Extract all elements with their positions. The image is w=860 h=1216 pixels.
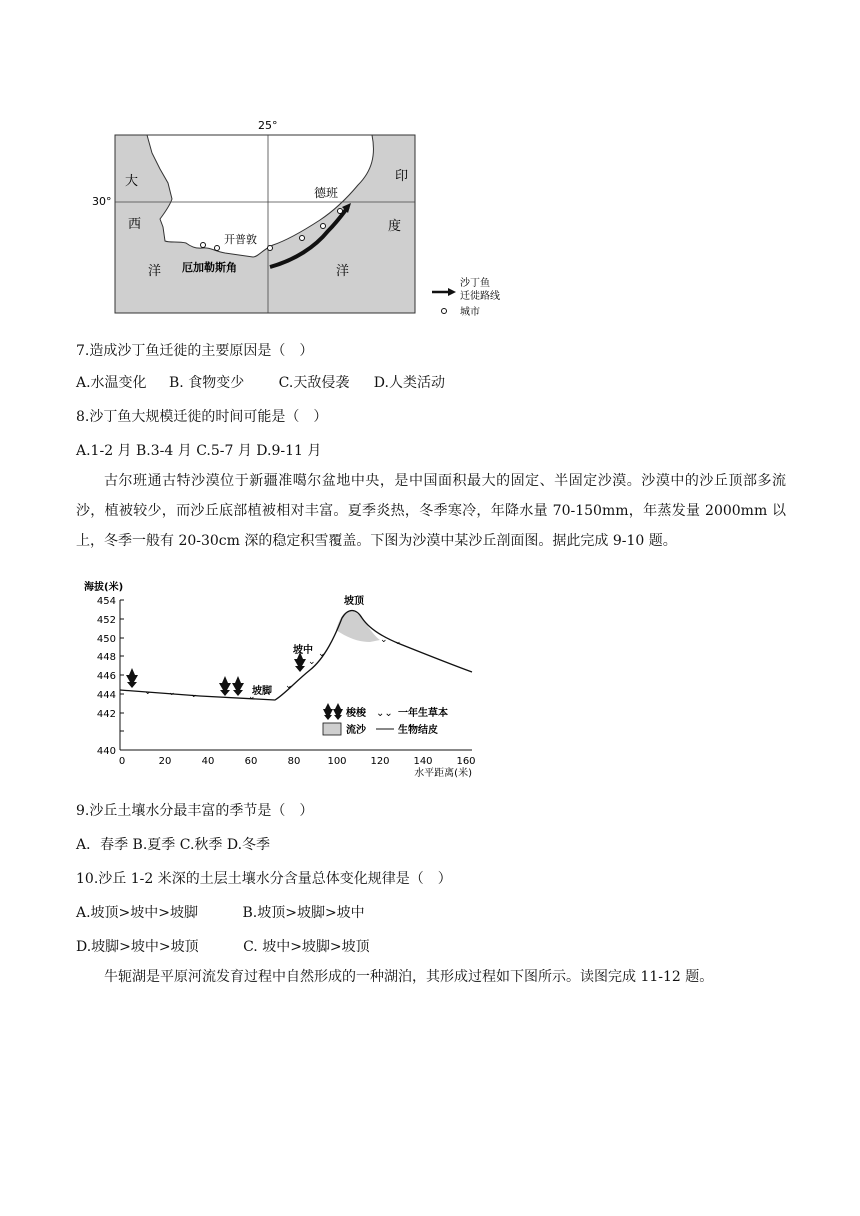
q7-option-a: A.水温变化 [76,375,147,391]
question-9-options: A．春季 B.夏季 C.秋季 D.冬季 [76,837,271,853]
ytick-448: 448 [96,652,116,663]
xtick-0: 0 [118,756,126,767]
sardine-migration-map [90,115,530,325]
question-10: 10.沙丘 1-2 米深的土层土壤水分含量总体变化规律是（ ） [76,871,452,887]
q10-option-b: B.坡顶>坡脚>坡中 [242,905,365,921]
xtick-40: 40 [201,756,215,767]
xtick-120: 120 [370,756,390,767]
svg-text:⌄: ⌄ [285,681,293,691]
shifting-sand-area [336,611,380,642]
question-7-options [76,372,455,392]
question-8: 8.沙丁鱼大规模迁徙的时间可能是（ ） [76,409,328,425]
question-8-options: A.1-2 月 B.3-4 月 C.5-7 月 D.9-11 月 [76,443,322,459]
profile-ylabel: 海拔(米) [84,582,124,593]
q10-option-c: C. 坡中>坡脚>坡顶 [243,939,370,955]
svg-text:⌄: ⌄ [248,692,256,702]
ytick-444: 444 [96,690,116,701]
city-durban-label: 德班 [314,186,339,200]
svg-text:⌄: ⌄ [394,637,402,647]
city-marker [268,246,273,251]
profile-xlabel: 水平距离(米) [414,768,472,778]
legend-route-label-2: 迁徙路线 [460,291,500,302]
city-marker [215,246,220,251]
ytick-446: 446 [96,671,116,682]
xtick-140: 140 [413,756,433,767]
city-marker [300,236,305,241]
legend-city-marker [442,309,447,314]
passage-gurbantunggut: 古尔班通古特沙漠位于新疆准噶尔盆地中央，是中国面积最大的固定、半固定沙漠。沙漠中的沙丘顶部多流沙，植被较少，而沙丘底部植被相对丰富。夏季炎热，冬季寒冷，年降水量 70-150mm，年蒸发量 2000mm 以上，冬季一般有 20-30cm 深的稳定积雪覆盖。下图为沙漠中某沙丘剖面图。据此完成 9-10 题。 [76,473,786,549]
label-dune-top: 坡顶 [344,596,364,607]
svg-text:⌄: ⌄ [308,657,316,667]
ytick-452: 452 [96,615,116,626]
legend-annual-label: 一年生草本 [398,708,448,719]
city-capetown-marker [201,243,206,248]
profile-legend [323,703,448,736]
ocean-west-char-2: 西 [128,217,142,232]
saxaul-group [126,652,306,696]
dune-profile-chart [80,578,480,778]
xtick-60: 60 [244,756,258,767]
question-7: 7.造成沙丁鱼迁徙的主要原因是（ ） [76,343,314,359]
svg-text:⌄: ⌄ [380,635,388,645]
city-marker [321,224,326,229]
cape-agulhas-label: 厄加勒斯角 [182,261,237,274]
ytick-442: 442 [96,709,116,720]
legend-saxaul-label: 梭梭 [346,708,366,719]
ocean-east-char-2: 度 [388,219,402,234]
ytick-440: 440 [96,746,116,757]
question-10-options-row1 [76,902,365,922]
legend-city-label: 城市 [460,307,480,318]
question-9: 9.沙丘土壤水分最丰富的季节是（ ） [76,803,314,819]
svg-text:⌄: ⌄ [144,687,152,697]
legend-sand-label: 流沙 [346,725,366,736]
question-10-options-row2 [76,936,370,956]
passage-oxbow-lake: 牛轭湖是平原河流发育过程中自然形成的一种湖泊，其形成过程如下图所示。读图完成 11-12 题。 [104,969,714,985]
xtick-160: 160 [456,756,476,767]
xtick-80: 80 [287,756,301,767]
svg-text:⌄: ⌄ [318,649,326,659]
legend-crust-label: 生物结皮 [398,725,438,736]
label-dune-mid: 坡中 [293,645,313,656]
svg-text:⌄: ⌄ [190,690,198,700]
legend-route-label-1: 沙丁鱼 [460,278,490,289]
label-dune-foot: 坡脚 [252,686,272,697]
q7-option-c: C.天敌侵袭 [278,375,350,391]
legend-route-arrowhead [448,288,456,296]
ytick-450: 450 [96,634,116,645]
svg-text:⌄⌄: ⌄⌄ [376,708,393,719]
ocean-west-char-3: 洋 [148,264,162,279]
ocean-east-char-3: 洋 [336,264,350,279]
q7-option-b: B. 食物变少 [169,375,245,391]
city-durban-marker [338,209,343,214]
ytick-454: 454 [96,596,116,607]
q7-option-d: D.人类活动 [373,375,445,391]
xtick-20: 20 [158,756,172,767]
q10-option-a: A.坡顶>坡中>坡脚 [76,905,199,921]
ocean-east-char-1: 印 [395,169,409,184]
longitude-label: 25° [258,119,278,132]
latitude-label: 30° [92,195,112,208]
q10-option-d: D.坡脚>坡中>坡顶 [76,939,199,955]
svg-text:⌄: ⌄ [168,688,176,698]
annual-herbs [144,635,402,702]
ocean-west-char-1: 大 [125,174,139,189]
xtick-100: 100 [327,756,347,767]
city-capetown-label: 开普敦 [224,233,257,246]
